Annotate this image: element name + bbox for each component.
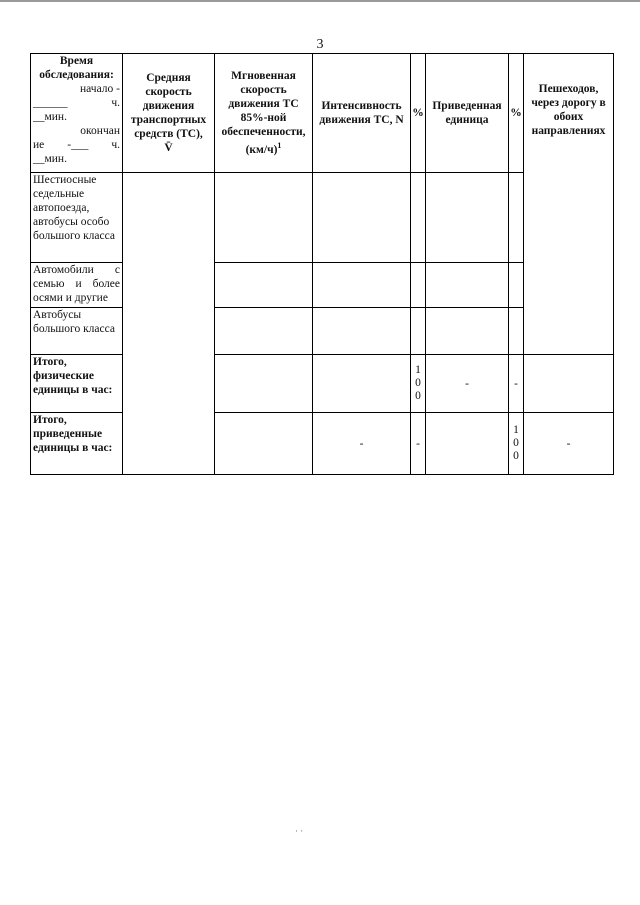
percent-header-2: %: [509, 54, 524, 173]
cell: [313, 263, 411, 308]
intensity-header: Интенсивность движения ТС, N: [313, 54, 411, 173]
avg-speed-symbol: V̄: [164, 142, 173, 154]
pedestrians-header: Пешеходов, через дорогу в обоих направлениях: [524, 54, 614, 355]
cell: [313, 355, 411, 413]
inst-speed-header: Мгновенная скорость движения ТС 85%-ной обеспеченности, $(км/ч)^1$: [215, 54, 313, 173]
reduced-cell: -: [426, 355, 509, 413]
cell: [313, 173, 411, 263]
row-label: Автобусы большого класса: [31, 308, 123, 355]
cell: [426, 308, 509, 355]
table-row: [31, 413, 614, 475]
reduced-unit-header: Приведенная единица: [426, 54, 509, 173]
end-minutes: __мин.: [33, 153, 67, 165]
avg-speed-header: Средняя скорость движения транспортных средств (ТС), V̄: [123, 54, 215, 173]
start-line: начало -: [80, 83, 120, 95]
cell: [313, 308, 411, 355]
row-label: Итого, физические единицы в час:: [31, 355, 123, 413]
percent-cell: 1 0 0: [411, 355, 426, 413]
percent-cell-2: 1 0 0: [509, 413, 524, 475]
cell: [509, 308, 524, 355]
cell: [509, 173, 524, 263]
cell: [215, 355, 313, 413]
row-label: Итого, приведенные единицы в час:: [31, 413, 123, 475]
row-label: Шестиосные седельные автопоезда, автобусы особо большого класса: [31, 173, 123, 263]
intensity-cell: -: [313, 413, 411, 475]
cell: [426, 263, 509, 308]
top-divider: [0, 0, 640, 2]
traffic-survey-table: [30, 53, 614, 475]
header-row: [31, 54, 614, 173]
start-minutes: __мин.: [33, 111, 67, 123]
page-number: 3: [316, 37, 324, 52]
cell: [215, 263, 313, 308]
row-label: Автомобили с семью и более осями и другие: [31, 263, 123, 308]
percent-cell-2: -: [509, 355, 524, 413]
cell: [411, 308, 426, 355]
cell: [215, 413, 313, 475]
cell: [411, 173, 426, 263]
cell: [426, 413, 509, 475]
start-hours-line: ______ ч.: [33, 97, 120, 109]
end-line-2: ие -___ ч.: [33, 139, 120, 151]
end-line: окончан: [80, 125, 120, 137]
cell: [215, 308, 313, 355]
cell: [215, 173, 313, 263]
time-header: [31, 54, 123, 173]
table-row: [31, 355, 614, 413]
percent-cell: -: [411, 413, 426, 475]
percent-header: %: [411, 54, 426, 173]
time-title: Время обследования:: [39, 55, 114, 81]
cell: [509, 263, 524, 308]
footnote-mark: 1: [277, 141, 282, 151]
pedestrians-cell: -: [524, 413, 614, 475]
cell: [426, 173, 509, 263]
avg-speed-cell: [123, 173, 215, 475]
scan-mark: · ·: [295, 826, 304, 836]
cell: [411, 263, 426, 308]
cell: [524, 355, 614, 413]
